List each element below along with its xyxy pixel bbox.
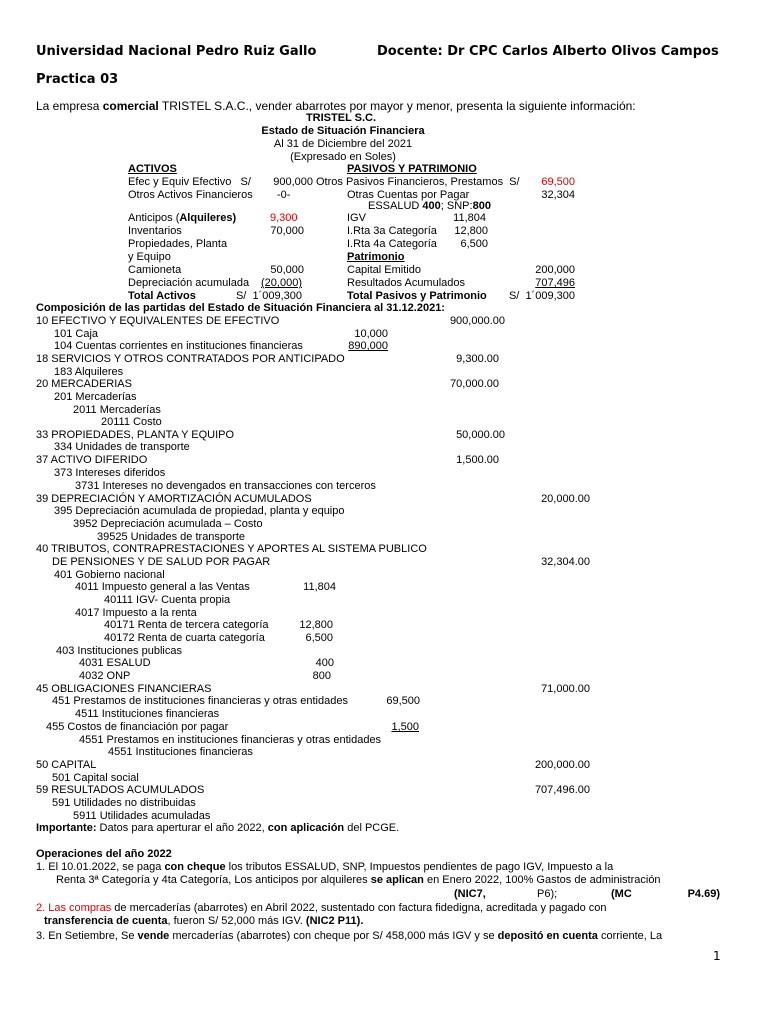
account-line: 18 SERVICIOS Y OTROS CONTRATADOS POR ANTICIPADO: [36, 353, 345, 365]
account-line: 3952 Depreciación acumulada – Costo: [73, 518, 263, 530]
tax3-label: I.Rta 3a Categoría: [347, 225, 437, 237]
statement-currency: (Expresado en Soles): [290, 151, 396, 163]
total-assets-label: Total Activos: [128, 290, 196, 302]
account-line: 4017 Impuesto a la renta: [75, 607, 197, 619]
other-fin-assets-label: Otros Activos Financieros: [128, 189, 253, 201]
account-line: 4551 Prestamos en instituciones financieras y otras entidades: [79, 734, 382, 746]
account-line: 101 Caja: [54, 328, 99, 340]
account-value: 1,500: [391, 721, 419, 733]
depreciation-label: Depreciación acumulada: [128, 277, 250, 289]
statement-title: Estado de Situación Financiera: [261, 125, 425, 137]
account-line: 455 Costos de financiación por pagar: [46, 721, 229, 733]
account-value: 9,300.00: [456, 353, 499, 365]
university-name: Universidad Nacional Pedro Ruiz Gallo: [36, 44, 317, 59]
total-assets-value: S/ 1´009,300: [235, 290, 302, 302]
account-line: 39 DEPRECIACIÓN Y AMORTIZACIÓN ACUMULADOS: [36, 493, 312, 505]
equity-heading: Patrimonio: [347, 251, 405, 263]
retained-value: 707,496: [535, 277, 575, 289]
account-line: 403 Instituciones publicas: [56, 645, 182, 657]
operation-1-ref-p6: P6);: [537, 888, 558, 900]
account-line: 50 CAPITAL: [36, 759, 97, 771]
ppe-label: Propiedades, Planta: [128, 238, 228, 250]
teacher-name: Docente: Dr CPC Carlos Alberto Olivos Campos: [377, 44, 719, 59]
truck-label: Camioneta: [128, 264, 182, 276]
statement-date: Al 31 de Diciembre del 2021: [273, 138, 413, 150]
account-value: 890,000: [348, 340, 388, 352]
composition-title: Composición de las partidas del Estado de Situación Financiera al 31.12.2021:: [36, 302, 445, 314]
account-line: 39525 Unidades de transporte: [97, 531, 245, 543]
operation-3-line-1: 3. En Setiembre, Se vende mercaderías (abarrotes) con cheque por S/ 458,000 más IGV y se depositó en cuenta corriente, La: [36, 930, 663, 942]
account-line: 3731 Intereses no devengados en transacciones con terceros: [75, 480, 376, 492]
account-line: 4511 Instituciones financieras: [75, 708, 220, 720]
inventory-value: 70,000: [270, 225, 304, 237]
account-value: 32,304.00: [541, 556, 590, 568]
other-payables-label: Otras Cuentas por Pagar: [347, 189, 470, 201]
account-line: 20 MERCADERIAS: [36, 378, 132, 390]
account-line: 40 TRIBUTOS, CONTRAPRESTACIONES Y APORTES AL SISTEMA PUBLICO: [36, 543, 427, 555]
account-line: 451 Prestamos de instituciones financieras y otras entidades: [52, 695, 348, 707]
account-value: 10,000: [354, 328, 388, 340]
account-line: 10 EFECTIVO Y EQUIVALENTES DE EFECTIVO: [36, 315, 280, 327]
account-line: 40172 Renta de cuarta categoría: [104, 632, 265, 644]
account-line: 40171 Renta de tercera categoría: [104, 619, 269, 631]
operation-1-line-2: Renta 3ª Categoría y 4ta Categoría, Los anticipos por alquileres se aplican en Enero 2022, 100% Gastos de administración: [56, 874, 661, 886]
operation-1-line-1: 1. El 10.01.2022, se paga con cheque los tributos ESSALUD, SNP, Impuestos pendientes de pago IGV, Impuesto a la: [36, 861, 614, 873]
account-value: 69,500: [386, 695, 420, 707]
account-value: 200,000.00: [534, 759, 590, 771]
other-fin-assets-value: -0-: [277, 189, 291, 201]
account-line: 59 RESULTADOS ACUMULADOS: [36, 784, 205, 796]
liabilities-heading: PASIVOS Y PATRIMONIO: [347, 163, 477, 175]
depreciation-value: (20,000): [261, 277, 302, 289]
practice-title: Practica 03: [36, 72, 119, 87]
ppe-label-2: y Equipo: [128, 251, 171, 263]
account-line: DE PENSIONES Y DE SALUD POR PAGAR: [52, 556, 271, 568]
other-fin-liab-label: Otros Pasivos Financieros, Prestamos S/: [316, 176, 520, 188]
account-line: 20111 Costo: [101, 416, 162, 428]
account-value: 11,804: [303, 581, 336, 593]
account-value: 1,500.00: [456, 454, 499, 466]
account-line: 5911 Utilidades acumuladas: [73, 810, 211, 822]
page-number: 1: [713, 949, 721, 963]
account-line: 40111 IGV- Cuenta propia: [104, 594, 231, 606]
operation-2-line-1: 2. Las compras de mercaderías (abarrotes) en Abril 2022, sustentado con factura fidedigna, acreditada y pagado con: [36, 902, 607, 914]
account-line: 104 Cuentas corrientes en instituciones financieras: [54, 340, 303, 352]
account-line: 201 Mercaderías: [54, 391, 137, 403]
account-line: 401 Gobierno nacional: [54, 569, 165, 581]
tax3-value: 12,800: [454, 225, 488, 237]
inventory-label: Inventarios: [128, 225, 182, 237]
operations-title: Operaciones del año 2022: [36, 848, 172, 860]
account-value: 50,000.00: [456, 429, 505, 441]
operation-1-ref-nic7: (NIC7,: [454, 888, 486, 900]
operation-1-ref-p469: P4.69): [687, 888, 720, 900]
account-line: 183 Alquileres: [54, 366, 124, 378]
account-line: 4011 Impuesto general a las Ventas: [75, 581, 250, 593]
account-value: 70,000.00: [450, 378, 499, 390]
account-line: 591 Utilidades no distribuidas: [52, 797, 196, 809]
truck-value: 50,000: [270, 264, 304, 276]
retained-label: Resultados Acumulados: [347, 277, 466, 289]
essalud-snp-line: ESSALUD 400; SNP:800: [368, 200, 491, 212]
account-value: 400: [315, 657, 334, 669]
account-line: 395 Depreciación acumulada de propiedad, planta y equipo: [54, 505, 345, 517]
cash-label: Efec y Equiv Efectivo S/: [128, 176, 251, 188]
account-value: 20,000.00: [541, 493, 590, 505]
account-line: 45 OBLIGACIONES FINANCIERAS: [36, 683, 212, 695]
tax4-value: 6,500: [460, 238, 488, 250]
account-line: 4031 ESALUD: [79, 657, 151, 669]
capital-label: Capital Emitido: [347, 264, 421, 276]
operation-1-ref-mc: (MC: [611, 888, 632, 900]
total-liab-equity-label: Total Pasivos y Patrimonio: [347, 290, 487, 302]
account-line: 501 Capital social: [52, 772, 139, 784]
intro-text: La empresa comercial TRISTEL S.A.C., vender abarrotes por mayor y menor, presenta la siguiente información:: [36, 99, 636, 113]
tax4-label: I.Rta 4a Categoría: [347, 238, 437, 250]
account-line: 4551 Instituciones financieras: [108, 746, 253, 758]
capital-value: 200,000: [535, 264, 575, 276]
other-fin-liab-value: 69,500: [541, 176, 575, 188]
igv-label: IGV: [347, 212, 366, 224]
account-line: 334 Unidades de transporte: [54, 441, 190, 453]
advances-label: Anticipos (Alquileres): [128, 212, 237, 224]
igv-value: 11,804: [453, 212, 486, 224]
cash-value: 900,000: [273, 176, 313, 188]
total-liab-equity-value: S/ 1´009,300: [508, 290, 575, 302]
important-note: Importante: Datos para aperturar el año 2022, con aplicación del PCGE.: [36, 822, 400, 834]
account-value: 12,800: [299, 619, 333, 631]
account-value: 800: [312, 670, 331, 682]
account-line: 2011 Mercaderías: [73, 404, 161, 416]
account-line: 33 PROPIEDADES, PLANTA Y EQUIPO: [36, 429, 235, 441]
advances-value: 9,300: [270, 212, 298, 224]
account-line: 4032 ONP: [79, 670, 131, 682]
account-value: 900,000.00: [449, 315, 505, 327]
account-value: 71,000.00: [541, 683, 590, 695]
account-line: 373 Intereses diferidos: [54, 467, 166, 479]
account-value: 707,496.00: [534, 784, 590, 796]
company-name: TRISTEL S.C.: [305, 112, 377, 124]
account-line: 37 ACTIVO DIFERIDO: [36, 454, 148, 466]
assets-heading: ACTIVOS: [128, 163, 177, 175]
account-value: 6,500: [305, 632, 333, 644]
other-payables-value: 32,304: [541, 189, 575, 201]
operation-2-line-2: transferencia de cuenta, fueron S/ 52,000 más IGV. (NIC2 P11).: [44, 915, 364, 927]
